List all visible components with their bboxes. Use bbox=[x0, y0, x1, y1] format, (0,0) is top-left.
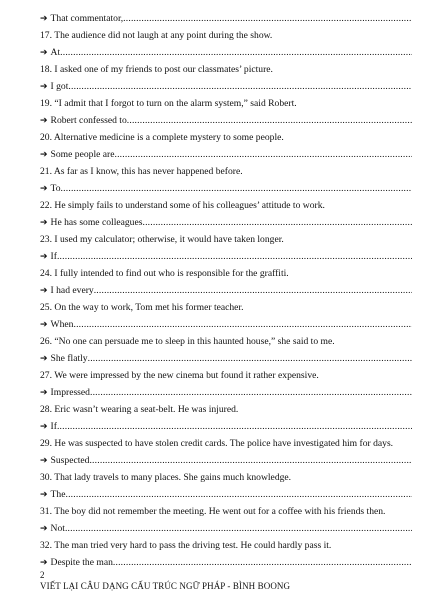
page-number: 2 bbox=[40, 570, 45, 580]
arrow-icon: ➔ bbox=[40, 490, 48, 500]
answer-line bbox=[40, 418, 412, 435]
answer-lead-text: If bbox=[50, 421, 57, 432]
answer-line bbox=[40, 180, 412, 197]
answer-line bbox=[40, 214, 412, 231]
question-line: 24. I fully intended to find out who is responsible for the graffiti. bbox=[40, 268, 289, 279]
answer-blank bbox=[123, 10, 412, 27]
answer-blank bbox=[57, 418, 412, 435]
answer-lead-text: Despite the man bbox=[50, 557, 113, 568]
arrow-icon: ➔ bbox=[40, 354, 48, 364]
answer-blank bbox=[90, 384, 412, 401]
answer-line bbox=[40, 282, 412, 299]
question-line: 22. He simply fails to understand some of his colleagues’ attitude to work. bbox=[40, 200, 325, 211]
answer-lead-text: I had every bbox=[50, 285, 94, 296]
answer-line bbox=[40, 112, 412, 129]
question-line: 20. Alternative medicine is a complete mystery to some people. bbox=[40, 132, 284, 143]
arrow-icon: ➔ bbox=[40, 218, 48, 228]
answer-blank bbox=[73, 316, 412, 333]
question-line: 26. “No one can persuade me to sleep in this haunted house,” she said to me. bbox=[40, 336, 335, 347]
answer-blank bbox=[94, 282, 412, 299]
answer-lead-text: When bbox=[50, 319, 74, 330]
answer-blank bbox=[88, 350, 412, 367]
answer-line bbox=[40, 452, 412, 469]
answer-lead-text: She flatly bbox=[50, 353, 88, 364]
question-line: 32. The man tried very hard to pass the driving test. He could hardly pass it. bbox=[40, 540, 332, 551]
page-footer bbox=[40, 570, 412, 592]
arrow-icon: ➔ bbox=[40, 388, 48, 398]
answer-blank bbox=[61, 180, 412, 197]
question-line: 18. I asked one of my friends to post our classmates’ picture. bbox=[40, 64, 273, 75]
question-line: 19. “I admit that I forgot to turn on the alarm system,” said Robert. bbox=[40, 98, 297, 109]
answer-lead-text: Some people are bbox=[50, 149, 115, 160]
answer-blank bbox=[114, 146, 412, 163]
arrow-icon: ➔ bbox=[40, 320, 48, 330]
answer-lead-text: Robert confessed to bbox=[50, 115, 127, 126]
question-line: 28. Eric wasn’t wearing a seat-belt. He was injured. bbox=[40, 404, 239, 415]
question-line: 30. That lady travels to many places. She gains much knowledge. bbox=[40, 472, 292, 483]
arrow-icon: ➔ bbox=[40, 116, 48, 126]
answer-blank bbox=[65, 486, 412, 503]
answer-blank bbox=[60, 44, 412, 61]
answer-line bbox=[40, 248, 412, 265]
answer-lead-text: That commentator, bbox=[50, 13, 124, 24]
answer-line bbox=[40, 384, 412, 401]
answer-line bbox=[40, 146, 412, 163]
exercise-list bbox=[40, 10, 412, 571]
answer-line bbox=[40, 520, 412, 537]
answer-line bbox=[40, 78, 412, 95]
answer-lead-text: Not bbox=[50, 523, 65, 534]
answer-blank bbox=[68, 78, 412, 95]
answer-lead-text: At bbox=[50, 47, 61, 58]
answer-blank bbox=[113, 554, 412, 571]
question-line: 29. He was suspected to have stolen credit cards. The police have investigated him for days. bbox=[40, 438, 394, 449]
answer-blank bbox=[57, 248, 412, 265]
answer-blank bbox=[89, 452, 412, 469]
question-line: 21. As far as I know, this has never happened before. bbox=[40, 166, 243, 177]
arrow-icon: ➔ bbox=[40, 82, 48, 92]
answer-line bbox=[40, 316, 412, 333]
question-line: 17. The audience did not laugh at any point during the show. bbox=[40, 30, 273, 41]
answer-lead-text: Impressed bbox=[50, 387, 90, 398]
answer-lead-text: Suspected bbox=[50, 455, 90, 466]
answer-blank bbox=[127, 112, 412, 129]
answer-blank bbox=[65, 520, 412, 537]
arrow-icon: ➔ bbox=[40, 150, 48, 160]
answer-lead-text: If bbox=[50, 251, 57, 262]
question-line: 23. I used my calculator; otherwise, it would have taken longer. bbox=[40, 234, 284, 245]
answer-line bbox=[40, 350, 412, 367]
arrow-icon: ➔ bbox=[40, 422, 48, 432]
arrow-icon: ➔ bbox=[40, 558, 48, 568]
answer-lead-text: I got bbox=[50, 81, 69, 92]
answer-lead-text: The bbox=[50, 489, 66, 500]
arrow-icon: ➔ bbox=[40, 48, 48, 58]
answer-line bbox=[40, 486, 412, 503]
arrow-icon: ➔ bbox=[40, 286, 48, 296]
answer-blank bbox=[142, 214, 412, 231]
answer-line bbox=[40, 10, 412, 27]
answer-line bbox=[40, 554, 412, 571]
footer-title: VIẾT LẠI CÂU DẠNG CẤU TRÚC NGỮ PHÁP - BÌNH BOONG bbox=[40, 581, 291, 591]
arrow-icon: ➔ bbox=[40, 524, 48, 534]
answer-lead-text: To bbox=[50, 183, 61, 194]
arrow-icon: ➔ bbox=[40, 252, 48, 262]
arrow-icon: ➔ bbox=[40, 184, 48, 194]
answer-line bbox=[40, 44, 412, 61]
arrow-icon: ➔ bbox=[40, 456, 48, 466]
answer-lead-text: He has some colleagues bbox=[50, 217, 143, 228]
question-line: 25. On the way to work, Tom met his former teacher. bbox=[40, 302, 244, 313]
question-line: 27. We were impressed by the new cinema but found it rather expensive. bbox=[40, 370, 319, 381]
question-line: 31. The boy did not remember the meeting. He went out for a coffee with his friends then. bbox=[40, 506, 386, 517]
arrow-icon: ➔ bbox=[40, 14, 48, 24]
